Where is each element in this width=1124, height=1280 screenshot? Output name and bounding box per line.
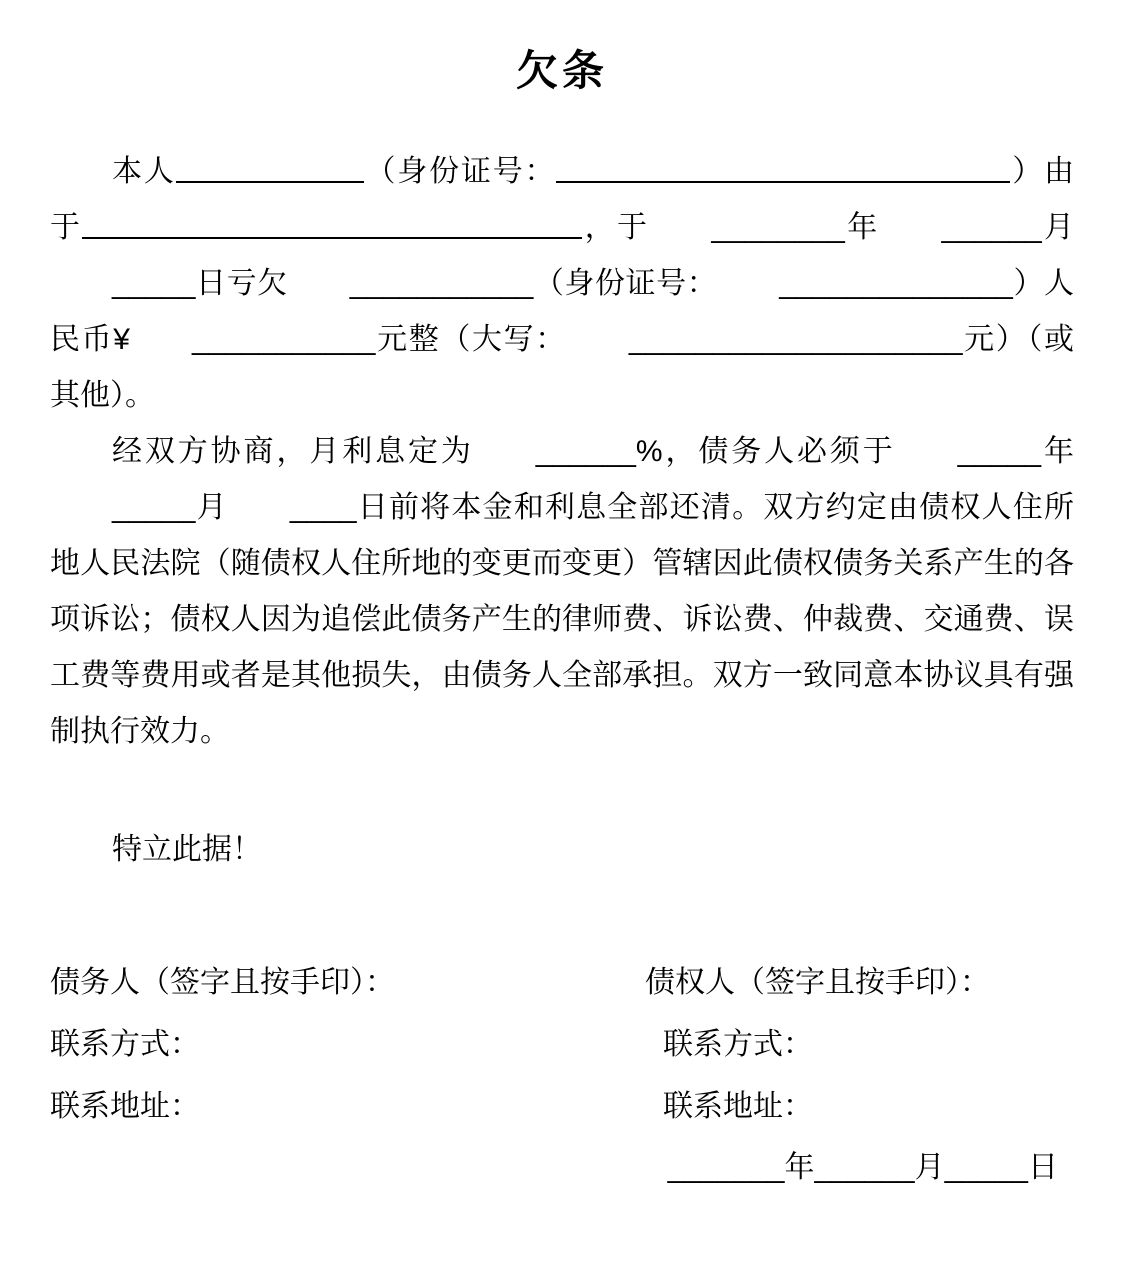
creditor-address-label: 联系地址： — [663, 1090, 813, 1124]
debtor-contact-label: 联系方式： — [50, 1028, 200, 1062]
sign-day-blank[interactable]: _____ — [944, 1151, 1028, 1184]
paragraph-debt-declaration — [50, 144, 1074, 424]
text-yu: ，于 — [582, 211, 650, 245]
creditor-contact-label: 联系方式： — [663, 1028, 813, 1062]
paragraph-terms — [50, 424, 1074, 760]
signature-row-address — [50, 1076, 1074, 1138]
closing-statement: 特立此据！ — [112, 833, 262, 867]
text-year-2: 年 — [1041, 435, 1074, 469]
creditor-name-blank[interactable]: ___________ — [349, 267, 534, 301]
creditor-signature-label: 债权人（签字且按手印）： — [645, 966, 990, 1000]
signature-block — [0, 952, 1124, 1138]
page-title: 欠条 — [515, 47, 608, 94]
reason-blank[interactable] — [82, 206, 582, 240]
sign-day-label: 日 — [1028, 1151, 1058, 1184]
text-rmb-symbol: ）人民币¥ — [50, 267, 1075, 357]
repay-month-blank[interactable]: _____ — [112, 491, 196, 525]
sign-year-label: 年 — [784, 1151, 815, 1184]
debtor-name-blank[interactable] — [176, 150, 364, 184]
text-interest-label: 经双方协商，月利息定为 — [112, 435, 474, 469]
monthly-interest-blank[interactable]: ______ — [535, 435, 636, 469]
signing-date-line — [0, 1140, 1124, 1196]
amount-figures-blank[interactable]: ___________ — [191, 323, 376, 357]
signature-row-contact — [50, 1014, 1074, 1076]
sign-month-blank[interactable]: ______ — [814, 1151, 915, 1184]
text-yuanzheng-daxie: 元整（大写： — [375, 323, 567, 357]
text-benren: 本人 — [112, 155, 176, 189]
text-day-kuiqian: 日亏欠 — [195, 267, 288, 301]
spacer-after-statement — [0, 878, 1124, 952]
text-yuan-or-other: 元）（或其他）。 — [50, 323, 1075, 413]
text-youyu: ）由于 — [50, 155, 1075, 245]
text-debtor-id-label: （身份证号： — [363, 155, 557, 189]
borrow-month-blank[interactable]: ______ — [941, 211, 1042, 245]
repay-year-blank[interactable]: _____ — [957, 435, 1042, 469]
amount-words-blank[interactable]: ____________________ — [628, 323, 963, 357]
sign-year-blank[interactable]: _______ — [667, 1151, 785, 1184]
text-percent-debtor-must: %，债务人必须于 — [635, 435, 896, 469]
spacer-before-statement — [0, 760, 1124, 822]
signature-row-title — [50, 952, 1074, 1014]
repay-day-blank[interactable]: ____ — [289, 491, 357, 525]
sign-month-label: 月 — [914, 1151, 945, 1184]
debtor-id-blank[interactable] — [556, 150, 1010, 184]
text-month-2: 月 — [195, 491, 228, 525]
creditor-id-blank[interactable]: ______________ — [779, 267, 1013, 301]
document-body — [0, 144, 1124, 760]
text-creditor-id-label: （身份证号： — [533, 267, 718, 301]
text-year-1: 年 — [844, 211, 880, 245]
borrow-day-blank[interactable]: _____ — [112, 267, 196, 301]
text-terms-remainder: 日前将本金和利息全部还清。双方约定由债权人住所地人民法院（随债权人住所地的变更而变更）管辖因此债权债务关系产生的各项诉讼；债权人因为追偿此债务产生的律师费、诉讼费、仲裁费、交通费、误工费等费用或者是其他损失，由债务人全部承担。双方一致同意本协议具有强制执行效力。 — [50, 491, 1075, 749]
debtor-signature-label: 债务人（签字且按手印）： — [50, 966, 395, 1000]
text-month-1: 月 — [1041, 211, 1074, 245]
borrow-year-blank[interactable]: ________ — [711, 211, 845, 245]
debtor-address-label: 联系地址： — [50, 1090, 200, 1124]
